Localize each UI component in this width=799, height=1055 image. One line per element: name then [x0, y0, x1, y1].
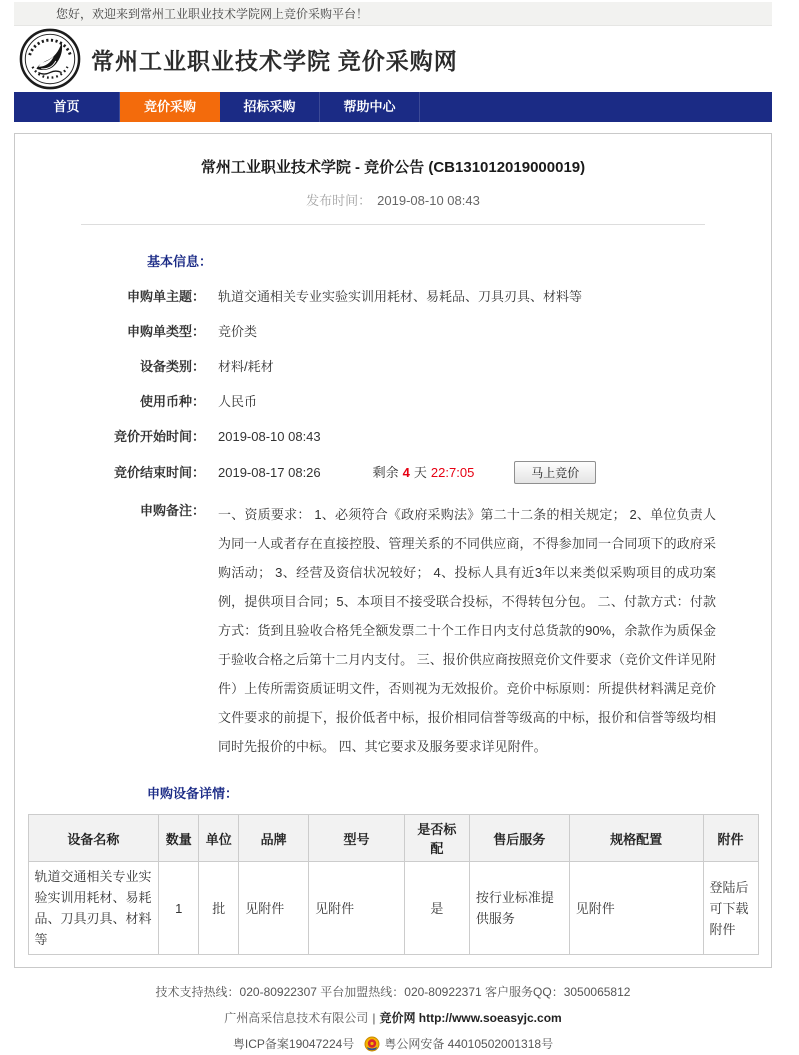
school-emblem-icon	[19, 28, 81, 90]
field-row-start-time	[15, 426, 771, 445]
cell-standard-config: 是	[404, 862, 469, 955]
field-label: 申购单类型：	[126, 324, 205, 339]
col-header-quantity: 数量	[159, 815, 199, 862]
support-hotline-line: 技术支持热线：020-80922307 平台加盟热线：020-80922371 客户服务QQ：3050065812	[155, 985, 631, 999]
field-label: 竞价结束时间：	[113, 465, 205, 480]
col-header-model: 型号	[309, 815, 405, 862]
col-header-specification: 规格配置	[569, 815, 703, 862]
welcome-bar	[14, 2, 772, 26]
remark-text: 一、资质要求： 1、必须符合《政府采购法》第二十二条的相关规定； 2、单位负责人为同一人或者存在直接控股、管理关系的不同供应商，不得参加同一合同项下的政府采购活动； 3、经营及资信状况较好； 4、投标人具有近3年以来类似采购项目的成功案例，提供项目合同；5、本项目不接受联合投标，不得转包分包。 二、付款方式：付款方式：货到且验收合格凭全额发票二十个工作日内支付总货款的90%，余款作为质保金于验收合格之后第十二月内支付。 三、报价供应商按照竞价文件要求（竞价文件详见附件）上传所需资质证明文件，否则视为无效报价。竞价中标原则：所提供材料满足竞价文件要求的前提下，报价低者中标，报价相同信誉等级高的中标，报价和信誉等级均相同时先报价的中标。 四、其它要求及服务要求详见附件。	[218, 507, 716, 754]
nav-item-tender-procurement[interactable]: 招标采购	[220, 92, 320, 122]
title-divider	[81, 224, 705, 225]
publish-time-row	[15, 190, 771, 209]
main-nav	[14, 92, 772, 122]
section-title-basic-info: 基本信息：	[147, 254, 213, 269]
nav-item-help-center[interactable]: 帮助中心	[320, 92, 420, 122]
public-security-badge-icon	[364, 1036, 380, 1052]
countdown-unit: 天	[413, 465, 427, 480]
cell-after-sales: 按行业标准提供服务	[469, 862, 569, 955]
welcome-text: 您好，欢迎来到常州工业职业技术学院网上竞价采购平台！	[56, 7, 369, 21]
field-label: 竞价开始时间：	[113, 429, 205, 444]
field-value: 竞价类	[218, 324, 258, 339]
nav-item-home[interactable]: 首页	[14, 92, 120, 122]
table-header-row	[28, 815, 758, 862]
col-header-standard-config: 是否标配	[404, 815, 469, 862]
site-header	[14, 26, 772, 92]
field-row-device-category	[15, 356, 771, 375]
col-header-device-name: 设备名称	[28, 815, 159, 862]
countdown-prefix: 剩余	[372, 465, 399, 480]
cell-device-name: 轨道交通相关专业实验实训用耗材、易耗品、刀具刃具、材料等	[28, 862, 159, 955]
col-header-brand: 品牌	[239, 815, 309, 862]
site-title: 常州工业职业技术学院 竞价采购网	[91, 48, 458, 74]
field-row-subject	[15, 286, 771, 305]
col-header-attachment: 附件	[703, 815, 758, 862]
separator: |	[372, 1011, 376, 1025]
notice-title: 常州工业职业技术学院 - 竞价公告 (CB131012019000019)	[200, 159, 586, 176]
security-record-number: 粤公网安备 44010502001318号	[384, 1037, 554, 1051]
company-line	[14, 1009, 772, 1026]
field-value: 2019-08-17 08:26	[218, 465, 321, 480]
field-value: 2019-08-10 08:43	[218, 429, 321, 444]
page	[14, 2, 772, 1052]
site-url-link[interactable]: 竞价网 http://www.soeasyjc.com	[379, 1011, 562, 1025]
field-label: 申购单主题：	[126, 289, 205, 304]
field-label: 使用币种：	[139, 394, 205, 409]
cell-unit: 批	[199, 862, 239, 955]
col-header-unit: 单位	[199, 815, 239, 862]
notice-content-box	[14, 133, 772, 968]
countdown-days: 4	[402, 465, 410, 480]
countdown-time: 22:7:05	[430, 465, 475, 480]
field-row-currency	[15, 391, 771, 410]
icp-line	[14, 1035, 772, 1052]
cell-brand: 见附件	[239, 862, 309, 955]
table-row	[28, 862, 758, 955]
cell-attachment: 登陆后可下载附件	[703, 862, 758, 955]
field-label: 设备类别：	[139, 359, 205, 374]
nav-item-bidding-procurement[interactable]: 竞价采购	[120, 92, 220, 122]
bid-now-button[interactable]: 马上竞价	[514, 461, 596, 484]
publish-time-value: 2019-08-10 08:43	[377, 193, 480, 208]
site-footer	[14, 983, 772, 1052]
col-header-after-sales: 售后服务	[469, 815, 569, 862]
field-row-order-type	[15, 321, 771, 340]
section-title-equipment-detail: 申购设备详情：	[147, 786, 239, 801]
company-name: 广州高采信息技术有限公司	[224, 1011, 369, 1025]
field-value: 材料/耗材	[218, 359, 274, 374]
cell-quantity: 1	[159, 862, 199, 955]
field-value: 轨道交通相关专业实验实训用耗材、易耗品、刀具刃具、材料等	[218, 289, 583, 304]
field-value: 人民币	[218, 394, 258, 409]
icp-number: 粤ICP备案19047224号	[232, 1037, 355, 1051]
remark-label: 申购备注：	[139, 503, 205, 518]
equipment-table	[28, 814, 759, 955]
countdown	[373, 462, 475, 481]
cell-specification: 见附件	[569, 862, 703, 955]
cell-model: 见附件	[309, 862, 405, 955]
field-row-end-time	[15, 461, 771, 484]
field-row-remark	[15, 500, 771, 761]
publish-time-label: 发布时间：	[306, 193, 372, 208]
